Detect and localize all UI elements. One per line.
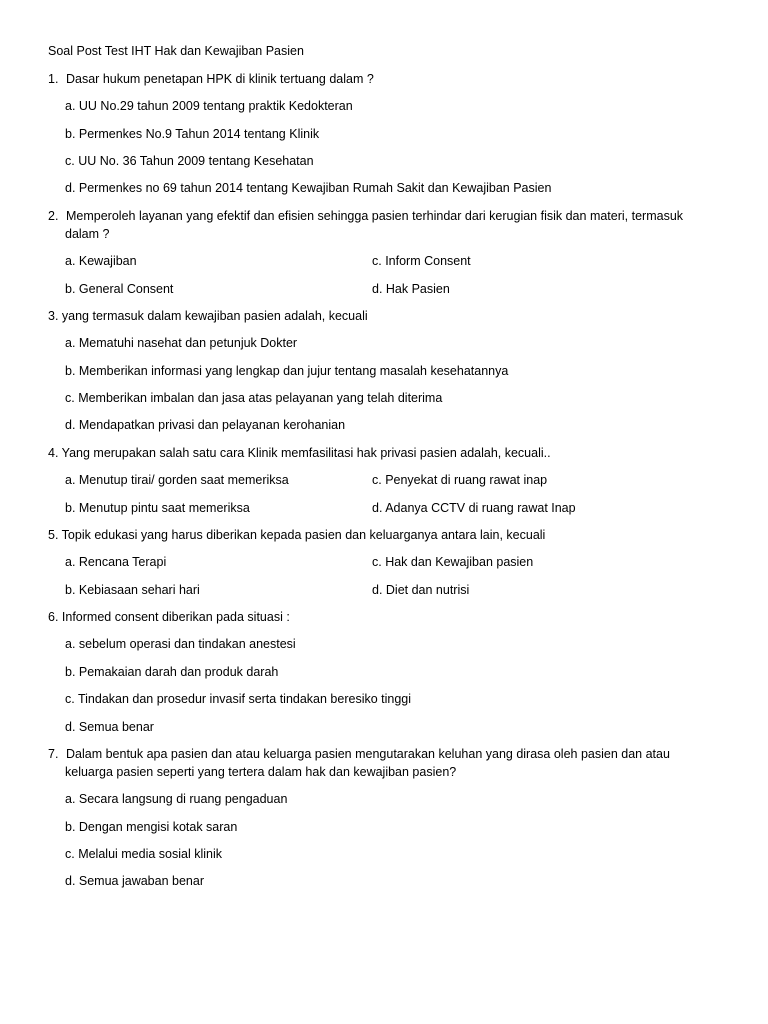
question-7: [48, 746, 670, 762]
question-7-option-c: c. Melalui media sosial klinik: [65, 847, 223, 861]
question-2-option-d: d. Hak Pasien: [372, 282, 450, 296]
question-6: 6. Informed consent diberikan pada situasi :: [48, 610, 290, 624]
question-5: 5. Topik edukasi yang harus diberikan kepada pasien dan keluarganya antara lain, kecuali: [48, 528, 546, 542]
question-3-option-c: c. Memberikan imbalan dan jasa atas pelayanan yang telah diterima: [65, 391, 443, 405]
question-1-text: Dasar hukum penetapan HPK di klinik tertuang dalam ?: [66, 72, 374, 86]
question-6-option-b: b. Pemakaian darah dan produk darah: [65, 665, 279, 679]
question-4-option-a: a. Menutup tirai/ gorden saat memeriksa: [65, 473, 289, 487]
question-4-option-b: b. Menutup pintu saat memeriksa: [65, 501, 250, 515]
question-7-text-line1: Dalam bentuk apa pasien dan atau keluarga pasien mengutarakan keluhan yang dirasa oleh pasien dan atau: [66, 747, 670, 761]
question-1-number: 1.: [48, 72, 59, 86]
question-3-option-d: d. Mendapatkan privasi dan pelayanan kerohanian: [65, 418, 346, 432]
question-3-option-b: b. Memberikan informasi yang lengkap dan jujur tentang masalah kesehatannya: [65, 364, 509, 378]
question-5-option-a: a. Rencana Terapi: [65, 555, 167, 569]
question-7-number: 7.: [48, 747, 59, 761]
question-2-text-line2: dalam ?: [65, 227, 110, 241]
question-4-option-d: d. Adanya CCTV di ruang rawat Inap: [372, 501, 576, 515]
question-5-option-d: d. Diet dan nutrisi: [372, 583, 470, 597]
question-6-option-d: d. Semua benar: [65, 720, 154, 734]
question-7-option-b: b. Dengan mengisi kotak saran: [65, 820, 238, 834]
question-2-option-c: c. Inform Consent: [372, 254, 471, 268]
question-4: 4. Yang merupakan salah satu cara Klinik memfasilitasi hak privasi pasien adalah, kecuali..: [48, 446, 551, 460]
question-2-option-a: a. Kewajiban: [65, 254, 137, 268]
question-6-option-c: c. Tindakan dan prosedur invasif serta tindakan beresiko tinggi: [65, 692, 412, 706]
document-title: Soal Post Test IHT Hak dan Kewajiban Pasien: [48, 44, 304, 58]
question-2-number: 2.: [48, 209, 59, 223]
question-2: [48, 208, 683, 224]
question-5-option-c: c. Hak dan Kewajiban pasien: [372, 555, 534, 569]
question-1-option-a: a. UU No.29 tahun 2009 tentang praktik Kedokteran: [65, 99, 353, 113]
question-2-text-line1: Memperoleh layanan yang efektif dan efisien sehingga pasien terhindar dari kerugian fisik dan materi, termasuk: [66, 209, 684, 223]
question-1-option-b: b. Permenkes No.9 Tahun 2014 tentang Klinik: [65, 127, 320, 141]
question-7-text-line2: keluarga pasien seperti yang tertera dalam hak dan kewajiban pasien?: [65, 765, 457, 779]
question-4-option-c: c. Penyekat di ruang rawat inap: [372, 473, 548, 487]
question-5-option-b: b. Kebiasaan sehari hari: [65, 583, 200, 597]
question-3: 3. yang termasuk dalam kewajiban pasien adalah, kecuali: [48, 309, 368, 323]
question-1: [48, 71, 374, 87]
question-3-option-a: a. Mematuhi nasehat dan petunjuk Dokter: [65, 336, 298, 350]
question-6-option-a: a. sebelum operasi dan tindakan anestesi: [65, 637, 296, 651]
question-7-option-a: a. Secara langsung di ruang pengaduan: [65, 792, 288, 806]
question-7-option-d: d. Semua jawaban benar: [65, 874, 204, 888]
question-2-option-b: b. General Consent: [65, 282, 174, 296]
question-1-option-d: d. Permenkes no 69 tahun 2014 tentang Kewajiban Rumah Sakit dan Kewajiban Pasien: [65, 181, 552, 195]
question-1-option-c: c. UU No. 36 Tahun 2009 tentang Kesehatan: [65, 154, 314, 168]
